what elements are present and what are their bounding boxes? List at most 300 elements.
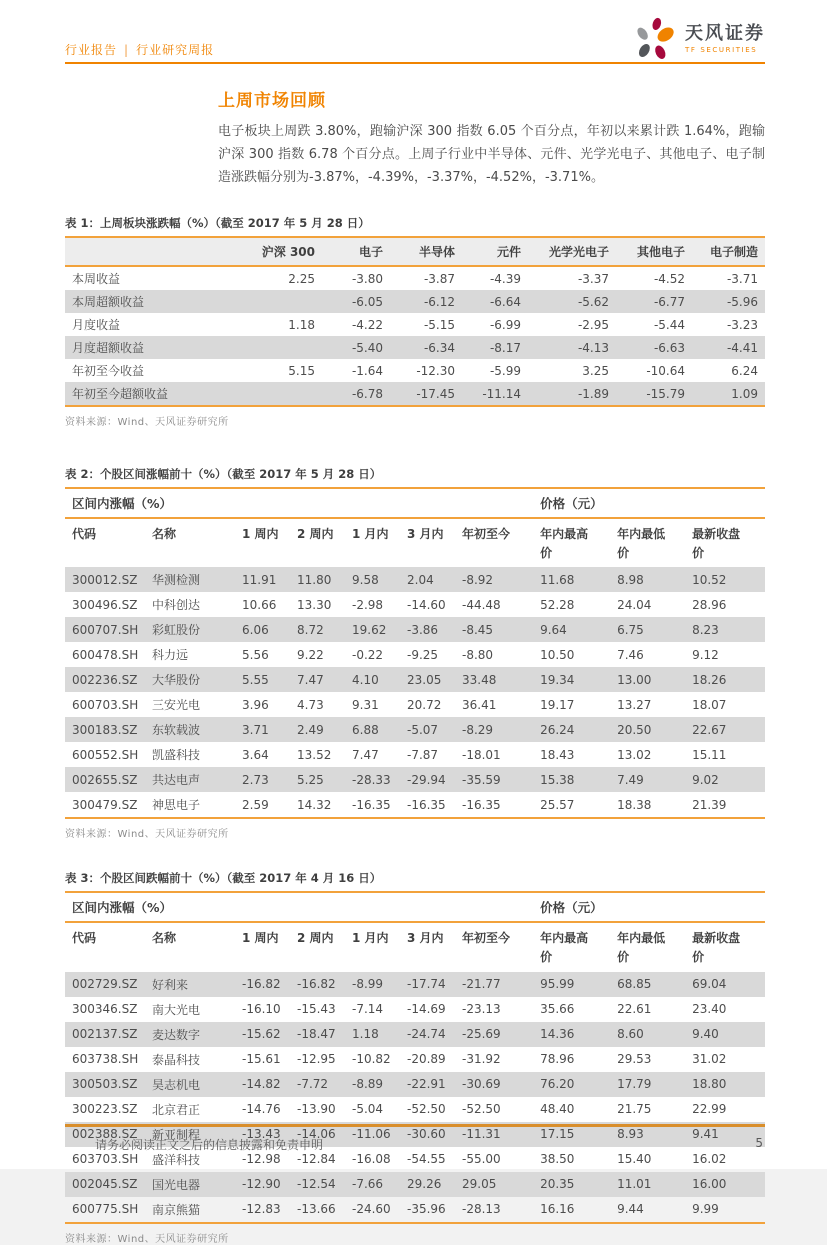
cell: -8.92 (462, 572, 494, 587)
cell: -14.82 (242, 1077, 281, 1092)
cell: 300503.SZ (72, 1077, 138, 1092)
cell: 17.79 (617, 1077, 652, 1092)
cell: -9.25 (407, 647, 439, 662)
cell: -16.08 (352, 1152, 391, 1167)
cell: 新亚制程 (152, 1127, 201, 1142)
cell: -5.40 (351, 340, 383, 355)
cell: 3.71 (242, 722, 269, 737)
column-header: 电子 (322, 237, 390, 266)
cell: 9.44 (617, 1202, 644, 1217)
table-row (65, 1197, 765, 1223)
cell: 18.43 (540, 747, 575, 762)
table-row (65, 767, 765, 792)
cell: 600775.SH (72, 1202, 139, 1217)
cell: 8.98 (617, 572, 644, 587)
cell: -5.62 (577, 294, 609, 309)
cell: 002236.SZ (72, 672, 138, 687)
cell: 6.88 (352, 722, 379, 737)
cell: -28.33 (352, 772, 391, 787)
cell: -4.13 (577, 340, 609, 355)
table2-title: 表 2：个股区间涨幅前十（%）（截至 2017 年 5 月 28 日） (65, 467, 382, 482)
cell: 20.72 (407, 697, 442, 712)
breadcrumb-separator: | (124, 43, 130, 57)
table-row (65, 972, 765, 997)
cell: -18.47 (297, 1027, 336, 1042)
cell: -3.37 (577, 271, 609, 286)
cell: 国光电器 (152, 1177, 201, 1192)
cell: -14.76 (242, 1102, 281, 1117)
cell: 29.53 (617, 1052, 652, 1067)
cell: 002655.SZ (72, 772, 138, 787)
group-header-row (65, 892, 765, 922)
column-header: 年内最低价 (617, 931, 666, 965)
cell: 共达电声 (152, 773, 201, 788)
cell: -24.74 (407, 1027, 446, 1042)
cell: -4.41 (726, 340, 758, 355)
cell: -6.64 (489, 294, 521, 309)
cell: -7.14 (352, 1002, 384, 1017)
cell (250, 290, 322, 313)
cell: 13.27 (617, 697, 652, 712)
column-header: 年内最高价 (540, 931, 589, 965)
cell: 2.73 (242, 772, 269, 787)
cell: 6.75 (617, 622, 644, 637)
cell: -12.54 (297, 1177, 336, 1192)
column-header: 3 月内 (407, 931, 444, 946)
cell: -25.69 (462, 1027, 501, 1042)
cell: -0.22 (352, 647, 384, 662)
cell: 19.62 (352, 622, 387, 637)
table-row (65, 1047, 765, 1072)
cell: 盛洋科技 (152, 1152, 201, 1167)
cell: -30.60 (407, 1127, 446, 1142)
cell: 13.02 (617, 747, 652, 762)
cell: -17.74 (407, 977, 446, 992)
table-row (65, 382, 765, 406)
page-header (65, 20, 765, 62)
table-row (65, 266, 765, 290)
column-header: 代码 (72, 527, 97, 542)
cell: -7.87 (407, 747, 439, 762)
table-row (65, 1172, 765, 1197)
column-header: 光学光电子 (528, 237, 616, 266)
cell: 1.09 (731, 386, 758, 401)
cell: 22.99 (692, 1102, 727, 1117)
cell: -5.96 (726, 294, 758, 309)
table-row (65, 717, 765, 742)
column-header: 3 月内 (407, 527, 444, 542)
cell: 6.06 (242, 622, 269, 637)
cell: -15.43 (297, 1002, 336, 1017)
cell: 13.30 (297, 597, 332, 612)
cell: -3.87 (423, 271, 455, 286)
table-header-row (65, 237, 765, 266)
cell: 23.40 (692, 1002, 727, 1017)
cell: -16.35 (352, 797, 391, 812)
cell: 300479.SZ (72, 797, 138, 812)
cell: -23.13 (462, 1002, 501, 1017)
cell: 3.25 (582, 363, 609, 378)
cell: -12.90 (242, 1177, 281, 1192)
cell: -11.06 (352, 1127, 391, 1142)
tf-securities-flower-icon (632, 16, 678, 62)
cell: 25.57 (540, 797, 575, 812)
cell: 7.46 (617, 647, 644, 662)
cell: 1.18 (288, 317, 315, 332)
cell: -30.69 (462, 1077, 501, 1092)
cell: 11.01 (617, 1177, 652, 1192)
cell: 中科创达 (152, 598, 201, 613)
cell: 78.96 (540, 1052, 575, 1067)
cell: -6.99 (489, 317, 521, 332)
cell: 5.15 (288, 363, 315, 378)
column-header: 代码 (72, 931, 97, 946)
cell: 15.40 (617, 1152, 652, 1167)
cell: 22.67 (692, 722, 727, 737)
cell: 5.25 (297, 772, 324, 787)
group-header-row (65, 488, 765, 518)
cell: 9.02 (692, 772, 719, 787)
cell: -18.01 (462, 747, 501, 762)
cell: 69.04 (692, 977, 727, 992)
cell: -4.39 (489, 271, 521, 286)
cell: 2.49 (297, 722, 324, 737)
footer-disclaimer: 请务必阅读正文之后的信息披露和免责申明 (95, 1138, 324, 1152)
column-header: 其他电子 (616, 237, 692, 266)
cell: -15.61 (242, 1052, 281, 1067)
cell: 38.50 (540, 1152, 575, 1167)
cell: -24.60 (352, 1202, 391, 1217)
cell: 北京君正 (152, 1102, 201, 1117)
table-row (65, 642, 765, 667)
cell: -5.04 (352, 1102, 384, 1117)
table2-block (65, 466, 765, 840)
group-header-right: 价格（元） (533, 488, 765, 518)
cell: -31.92 (462, 1052, 501, 1067)
cell: 麦达数字 (152, 1027, 201, 1042)
cell: 东软载波 (152, 723, 201, 738)
cell: 6.24 (731, 363, 758, 378)
cell: -16.82 (297, 977, 336, 992)
cell: 48.40 (540, 1102, 575, 1117)
cell (250, 336, 322, 359)
cell: 002137.SZ (72, 1027, 138, 1042)
cell: -4.52 (653, 271, 685, 286)
column-header: 最新收盘价 (692, 931, 741, 965)
cell: -6.63 (653, 340, 685, 355)
cell: 600707.SH (72, 622, 139, 637)
cell: 20.35 (540, 1177, 575, 1192)
cell: 15.11 (692, 747, 727, 762)
market-review-paragraph: 电子板块上周跌 3.80%，跑输沪深 300 指数 6.05 个百分点，年初以来累计跌 1.64%，跑输沪深 300 指数 6.78 个百分点。上周子行业中半导体、元件、光学光电子、其他电子、电子制造涨跌幅分别为-3.87%，-4.39%，-3.37%，-4.52%，-3.71%。 (218, 124, 765, 185)
cell: -6.05 (351, 294, 383, 309)
cell: -10.64 (646, 363, 685, 378)
cell: 9.58 (352, 572, 379, 587)
brand-subname: TF SECURITIES (685, 45, 758, 54)
cell: 19.34 (540, 672, 575, 687)
cell: 600478.SH (72, 647, 139, 662)
cell: -52.50 (462, 1102, 501, 1117)
cell: 11.91 (242, 572, 277, 587)
table-row (65, 742, 765, 767)
cell: -8.80 (462, 647, 494, 662)
cell: -3.86 (407, 622, 439, 637)
cell: 20.50 (617, 722, 652, 737)
table-row (65, 1072, 765, 1097)
report-category: 行业报告 (65, 43, 118, 57)
cell: -6.12 (423, 294, 455, 309)
cell: -55.00 (462, 1152, 501, 1167)
table-row (65, 1022, 765, 1047)
cell: -3.23 (726, 317, 758, 332)
cell: -8.89 (352, 1077, 384, 1092)
cell: -16.82 (242, 977, 281, 992)
column-header: 名称 (152, 527, 177, 542)
cell: 华测检测 (152, 573, 201, 588)
cell: 泰晶科技 (152, 1052, 201, 1067)
page-number: 5 (755, 1136, 763, 1150)
cell: -2.95 (577, 317, 609, 332)
cell: 9.41 (692, 1127, 719, 1142)
cell: 24.04 (617, 597, 652, 612)
cell: 5.55 (242, 672, 269, 687)
group-header-left: 区间内涨幅（%） (65, 892, 533, 922)
cell: 68.85 (617, 977, 652, 992)
cell: -6.78 (351, 386, 383, 401)
cell (250, 382, 322, 406)
cell: 7.47 (352, 747, 379, 762)
cell: -12.83 (242, 1202, 281, 1217)
table-row (65, 997, 765, 1022)
cell: 南京熊猫 (152, 1202, 201, 1217)
cell: 昊志机电 (152, 1077, 201, 1092)
cell: 33.48 (462, 672, 497, 687)
cell: -5.07 (407, 722, 439, 737)
cell: -5.99 (489, 363, 521, 378)
cell: 14.32 (297, 797, 332, 812)
cell: 76.20 (540, 1077, 575, 1092)
cell: -52.50 (407, 1102, 446, 1117)
top-losers-table (65, 891, 765, 1223)
cell: 彩虹股份 (152, 623, 201, 638)
brand-text (685, 24, 765, 54)
cell: 13.00 (617, 672, 652, 687)
cell: 603738.SH (72, 1052, 139, 1067)
column-header: 1 月内 (352, 527, 389, 542)
cell: -15.79 (646, 386, 685, 401)
cell: 002729.SZ (72, 977, 138, 992)
cell: 2.59 (242, 797, 269, 812)
cell: 8.60 (617, 1027, 644, 1042)
table3-block (65, 870, 765, 1244)
column-header: 元件 (462, 237, 528, 266)
group-header-right: 价格（元） (533, 892, 765, 922)
table-row (65, 617, 765, 642)
cell: 28.96 (692, 597, 727, 612)
cell: 10.66 (242, 597, 277, 612)
cell: 29.05 (462, 1177, 497, 1192)
table-header-row (65, 922, 765, 971)
cell: 年初至今收益 (72, 364, 145, 379)
cell: 3.96 (242, 697, 269, 712)
cell: -11.31 (462, 1127, 501, 1142)
brand-name: 天风证券 (685, 23, 765, 45)
cell: -1.89 (577, 386, 609, 401)
cell: 大华股份 (152, 673, 201, 688)
table1-title: 表 1：上周板块涨跌幅（%）（截至 2017 年 5 月 28 日） (65, 216, 370, 231)
cell: 17.15 (540, 1127, 575, 1142)
cell: 18.80 (692, 1077, 727, 1092)
cell: -54.55 (407, 1152, 446, 1167)
cell: 9.99 (692, 1202, 719, 1217)
page-footer (65, 1124, 765, 1153)
report-content (65, 64, 765, 1245)
table-row (65, 1097, 765, 1122)
cell: 本周超额收益 (72, 295, 145, 310)
cell: 13.52 (297, 747, 332, 762)
cell: 36.41 (462, 697, 497, 712)
cell: 9.12 (692, 647, 719, 662)
table-body (65, 972, 765, 1223)
cell: 600703.SH (72, 697, 139, 712)
column-header: 年内最高价 (540, 527, 589, 560)
cell: 科力远 (152, 648, 189, 663)
cell: -6.34 (423, 340, 455, 355)
cell: -14.69 (407, 1002, 446, 1017)
cell: 4.10 (352, 672, 379, 687)
cell: -1.64 (351, 363, 383, 378)
cell: -16.35 (462, 797, 501, 812)
cell: -12.98 (242, 1152, 281, 1167)
cell: -13.90 (297, 1102, 336, 1117)
cell: 神思电子 (152, 798, 201, 813)
cell: 11.80 (297, 572, 332, 587)
column-header: 名称 (152, 931, 177, 946)
table-row (65, 592, 765, 617)
cell: 9.64 (540, 622, 567, 637)
cell: 2.04 (407, 572, 434, 587)
cell: 南大光电 (152, 1002, 201, 1017)
cell: 2.25 (288, 271, 315, 286)
column-header: 最新收盘价 (692, 527, 741, 560)
cell: 1.18 (352, 1027, 379, 1042)
cell: 002045.SZ (72, 1177, 138, 1192)
cell: 16.02 (692, 1152, 727, 1167)
table-row (65, 290, 765, 313)
cell: 月度收益 (72, 318, 121, 333)
cell: 凯盛科技 (152, 748, 201, 763)
cell: 95.99 (540, 977, 575, 992)
cell: 31.02 (692, 1052, 727, 1067)
table3-source: 资料来源：Wind、天风证券研究所 (65, 1233, 229, 1245)
column-header (65, 237, 250, 266)
brand-logo (632, 16, 765, 62)
cell: -20.89 (407, 1052, 446, 1067)
table-row (65, 313, 765, 336)
table-row (65, 692, 765, 717)
cell: 11.68 (540, 572, 575, 587)
sector-performance-table (65, 236, 765, 407)
cell: -28.13 (462, 1202, 501, 1217)
table1-source: 资料来源：Wind、天风证券研究所 (65, 417, 229, 429)
report-type-breadcrumb (65, 41, 214, 62)
table2-source: 资料来源：Wind、天风证券研究所 (65, 829, 229, 841)
column-header: 半导体 (390, 237, 462, 266)
table-row (65, 359, 765, 382)
cell: 16.00 (692, 1177, 727, 1192)
cell: 18.26 (692, 672, 727, 687)
cell: 9.31 (352, 697, 379, 712)
cell: 月度超额收益 (72, 341, 145, 356)
cell: -44.48 (462, 597, 501, 612)
cell: -5.15 (423, 317, 455, 332)
cell: -3.80 (351, 271, 383, 286)
cell: 9.22 (297, 647, 324, 662)
cell: -6.77 (653, 294, 685, 309)
cell: -13.66 (297, 1202, 336, 1217)
cell: 600552.SH (72, 747, 139, 762)
column-header: 1 周内 (242, 527, 279, 542)
cell: 好利来 (152, 977, 189, 992)
cell: 15.38 (540, 772, 575, 787)
cell: -12.95 (297, 1052, 336, 1067)
table-body (65, 266, 765, 406)
cell: 年初至今超额收益 (72, 387, 169, 402)
cell: 21.75 (617, 1102, 652, 1117)
cell: 3.64 (242, 747, 269, 762)
cell: 35.66 (540, 1002, 575, 1017)
table-row (65, 792, 765, 818)
column-header: 年初至今 (462, 931, 511, 946)
cell: -8.45 (462, 622, 494, 637)
cell: 10.52 (692, 572, 727, 587)
table-row (65, 667, 765, 692)
cell: 18.38 (617, 797, 652, 812)
column-header: 1 周内 (242, 931, 279, 946)
cell: -29.94 (407, 772, 446, 787)
cell: -8.17 (489, 340, 521, 355)
cell: -35.59 (462, 772, 501, 787)
footer-divider (65, 1124, 765, 1127)
column-header: 年内最低价 (617, 527, 666, 560)
section-title: 上周市场回顾 (218, 91, 326, 111)
cell: 300012.SZ (72, 572, 138, 587)
cell: -14.60 (407, 597, 446, 612)
cell: 本周收益 (72, 272, 121, 287)
cell: 603703.SH (72, 1152, 139, 1167)
cell: 16.16 (540, 1202, 575, 1217)
cell: -12.30 (416, 363, 455, 378)
cell: 8.93 (617, 1127, 644, 1142)
cell: -21.77 (462, 977, 501, 992)
cell: -12.84 (297, 1152, 336, 1167)
cell: 002388.SZ (72, 1127, 138, 1142)
column-header: 2 周内 (297, 527, 334, 542)
cell: 21.39 (692, 797, 727, 812)
cell: -8.99 (352, 977, 384, 992)
cell: 300346.SZ (72, 1002, 138, 1017)
column-header: 沪深 300 (250, 237, 322, 266)
cell: 8.23 (692, 622, 719, 637)
cell: 52.28 (540, 597, 575, 612)
cell: 22.61 (617, 1002, 652, 1017)
cell: -14.06 (297, 1127, 336, 1142)
column-header: 电子制造 (692, 237, 765, 266)
cell: -3.71 (726, 271, 758, 286)
cell: -16.10 (242, 1002, 281, 1017)
cell: 19.17 (540, 697, 575, 712)
table3-title: 表 3：个股区间跌幅前十（%）（截至 2017 年 4 月 16 日） (65, 871, 382, 886)
